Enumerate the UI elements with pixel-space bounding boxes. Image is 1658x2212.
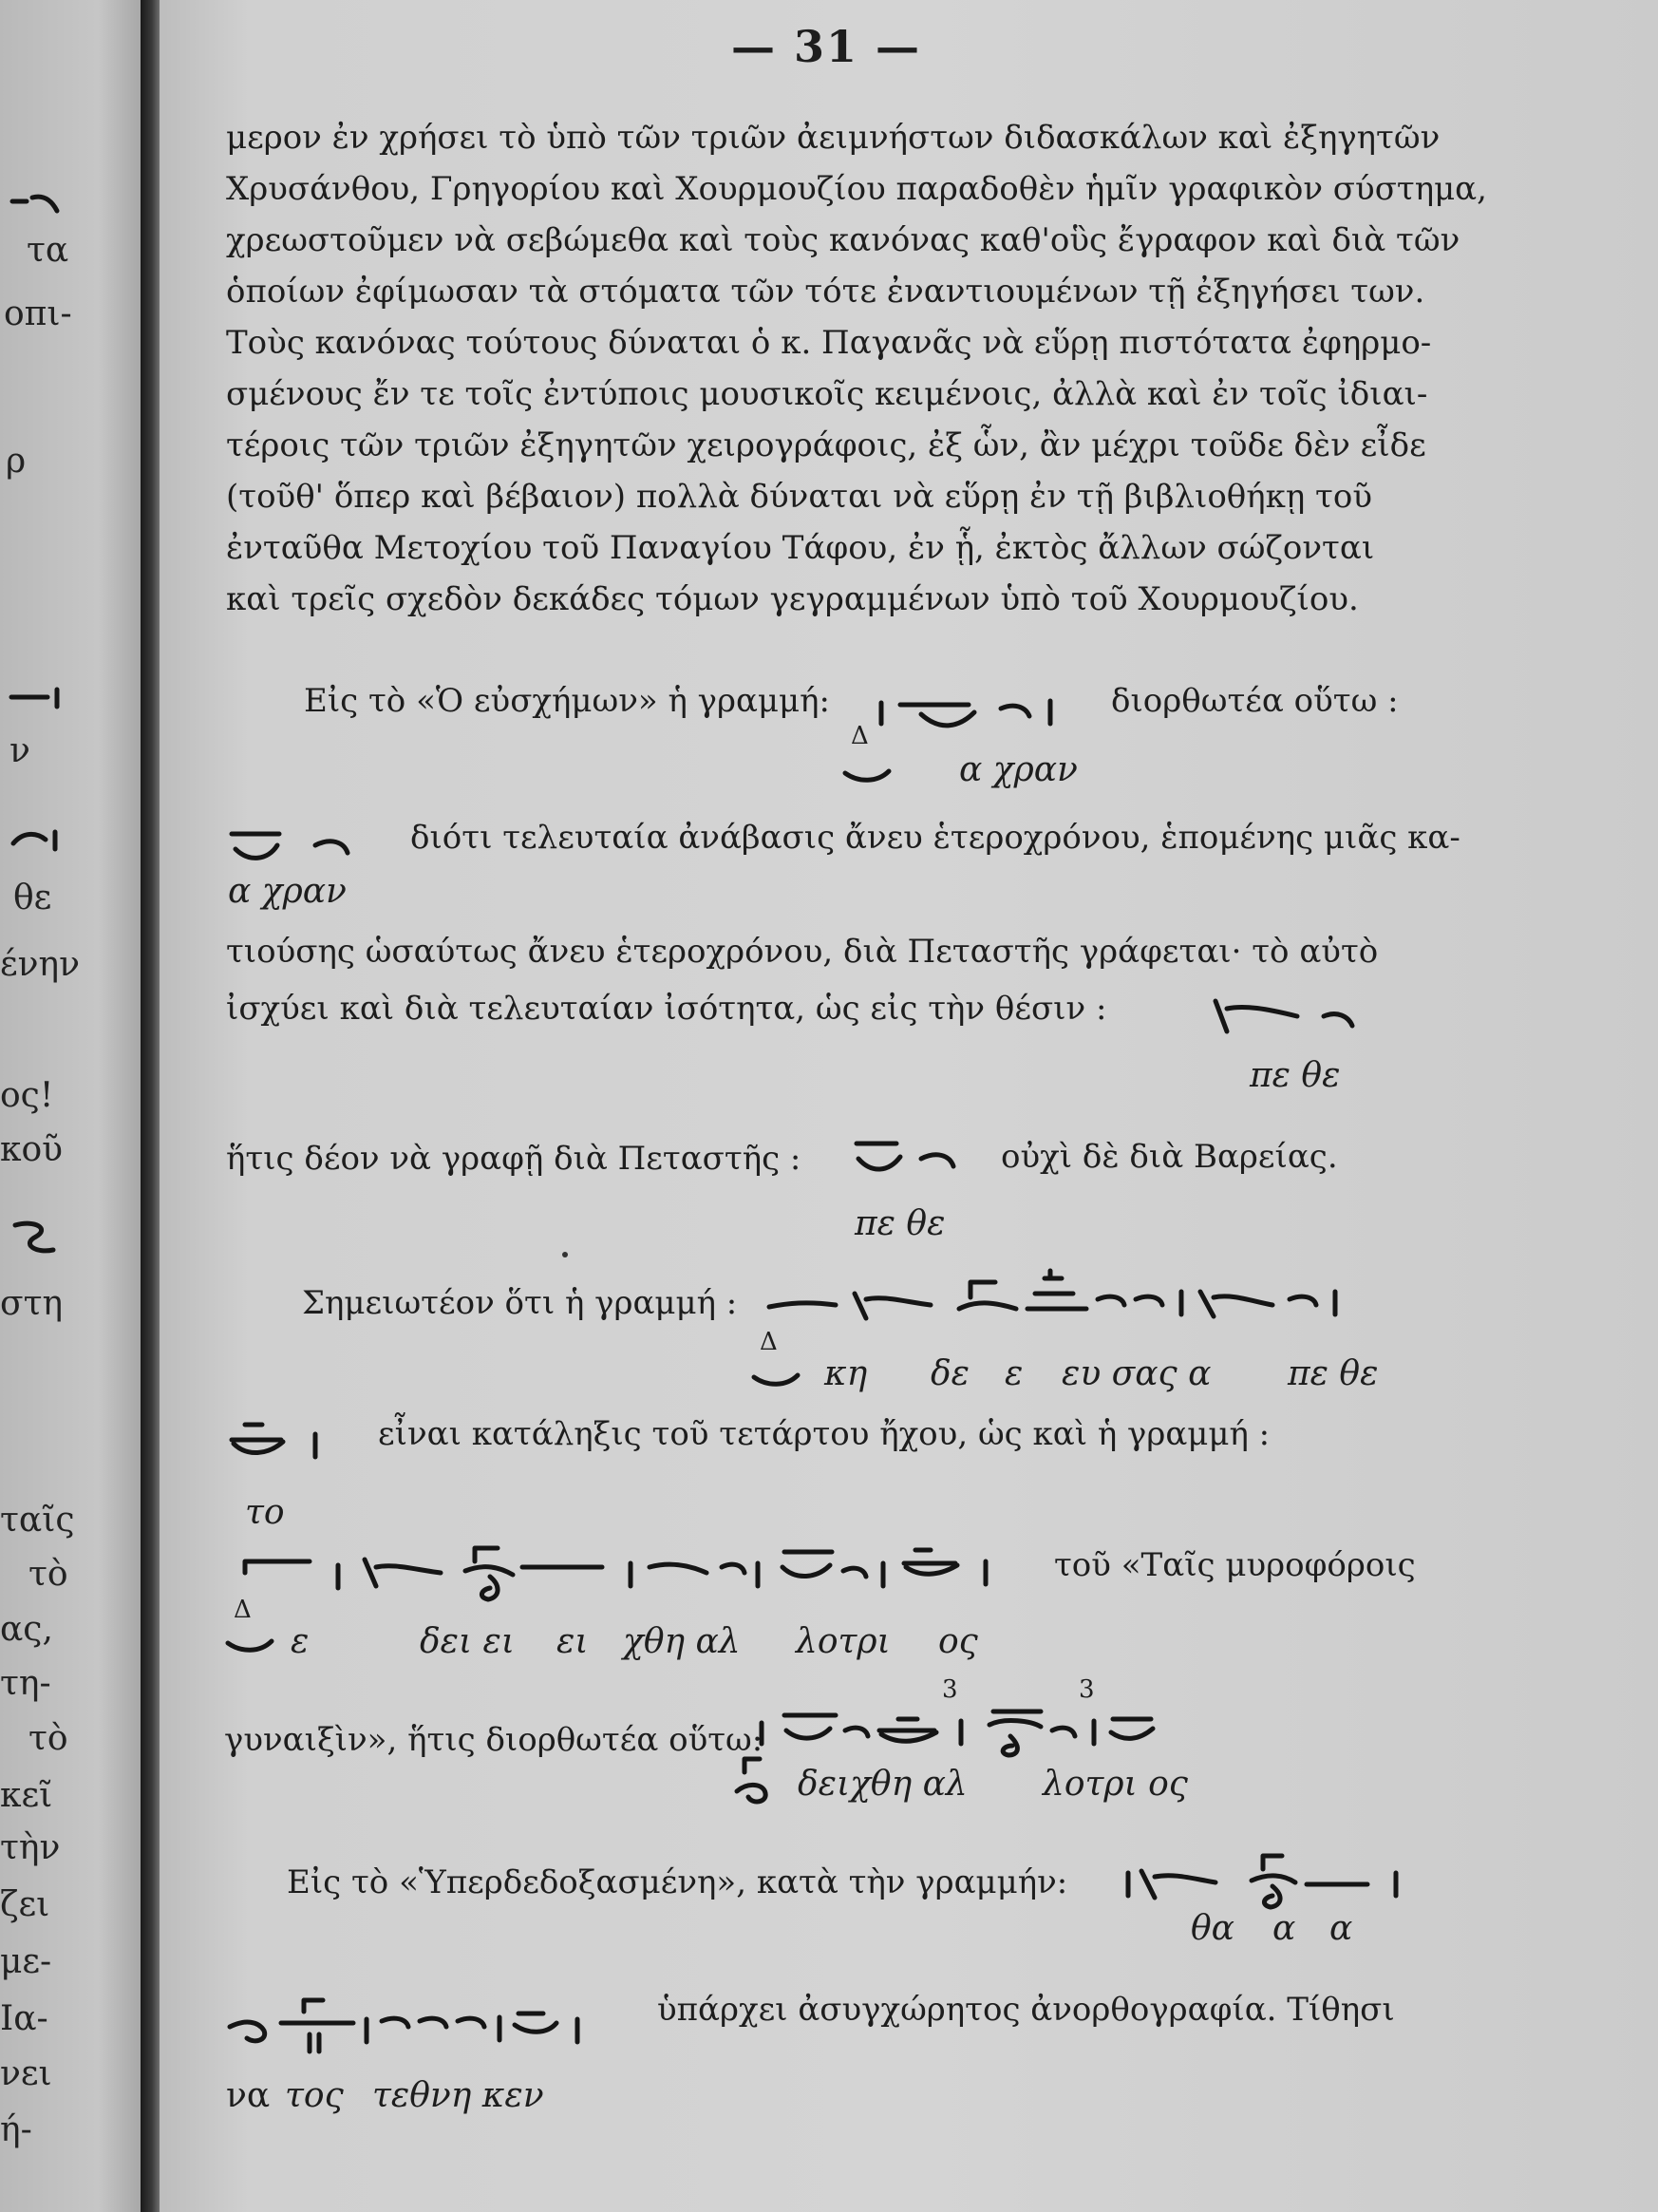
edge-fragment: ος! bbox=[0, 1076, 54, 1115]
edge-fragment: τη- bbox=[0, 1664, 51, 1703]
example4-lyric: πε θε bbox=[1288, 1354, 1379, 1393]
neume-petasti-icon bbox=[226, 821, 378, 868]
superscript-three: 3 bbox=[942, 1675, 958, 1704]
edge-fragment: τὸ bbox=[28, 1719, 68, 1758]
edge-fragment: ή- bbox=[0, 2110, 32, 2149]
example4-intro: Σημειωτέον ὅτι ἡ γραμμή : bbox=[302, 1284, 738, 1322]
neume-ison-icon bbox=[222, 1622, 279, 1660]
example7-lyric: να bbox=[226, 2076, 271, 2115]
edge-neume-icon bbox=[8, 190, 65, 218]
example4-after: τοῦ «Ταῖς μυροφόροις bbox=[1054, 1546, 1416, 1584]
neume-ison-icon bbox=[224, 1415, 338, 1463]
neume-gorgon-icon bbox=[731, 1753, 788, 1810]
example5-lyric: λοτρι ος bbox=[1043, 1765, 1188, 1804]
text-line: μερον ἐν χρήσει τὸ ὑπὸ τῶν τριῶν ἀειμνήστων διδασκάλων καὶ ἐξηγητῶν bbox=[226, 119, 1441, 157]
example4-lyric-to: το bbox=[245, 1493, 285, 1532]
edge-neume-icon bbox=[8, 826, 65, 855]
example4-lyric: ε bbox=[1005, 1354, 1024, 1393]
edge-fragment: τὴν bbox=[0, 1828, 61, 1867]
example2-lyric: α χραν bbox=[228, 872, 347, 911]
paragraph-main bbox=[226, 112, 1487, 625]
example2-lyric2: πε θε bbox=[1250, 1056, 1341, 1095]
example7-after: ὑπάρχει ἀσυγχώρητος ἀνορθογραφία. Τίθησι bbox=[657, 1991, 1395, 2029]
edge-fragment: ταῖς bbox=[0, 1501, 75, 1540]
example5-lyric: δειχθη αλ bbox=[798, 1765, 968, 1804]
example6-lyric: α bbox=[1329, 1909, 1353, 1948]
neume-line-icon bbox=[224, 1985, 604, 2070]
text-line: τέροις τῶν τριῶν ἐξηγητῶν χειρογράφοις, ἐξ ὧν, ἂν μέχρι τοῦδε δὲν εἶδε bbox=[226, 426, 1426, 464]
text-line: σμένους ἔν τε τοῖς ἐντύποις μουσικοῖς κειμένοις, ἀλλὰ καὶ ἐν τοῖς ἰδιαι- bbox=[226, 375, 1428, 413]
edge-fragment: ζει bbox=[0, 1885, 50, 1924]
edge-fragment: ν bbox=[9, 731, 30, 770]
delta-sign: Δ bbox=[760, 1328, 778, 1356]
example3-before: ἥτις δέον νὰ γραφῇ διὰ Πεταστῆς : bbox=[226, 1140, 801, 1178]
text-line: χρεωστοῦμεν νὰ σεβώμεθα καὶ τοὺς κανόνας καθ'οὓς ἔγραφον καὶ διὰ τῶν bbox=[226, 221, 1460, 259]
text-line: (τοῦθ' ὅπερ καὶ βέβαιον) πολλὰ δύναται νὰ εὕρῃ ἐν τῇ βιβλιοθήκῃ τοῦ bbox=[226, 478, 1372, 516]
book-gutter bbox=[141, 0, 160, 2212]
text-line: Τοὺς κανόνας τούτους δύναται ὁ κ. Παγανᾶς νὰ εὕρῃ πιστότατα ἐφηρμο- bbox=[226, 324, 1432, 362]
edge-fragment: ένην bbox=[0, 945, 80, 984]
example4-lyric3: χθη αλ bbox=[623, 1622, 741, 1661]
superscript-three: 3 bbox=[1079, 1675, 1095, 1704]
example1-after: διορθωτέα οὕτω : bbox=[1111, 682, 1399, 720]
edge-fragment: θε bbox=[13, 879, 52, 917]
delta-sign: Δ bbox=[234, 1596, 252, 1624]
example4-lyric3: ει bbox=[556, 1622, 589, 1661]
edge-fragment: Ια- bbox=[0, 1999, 48, 2038]
example4-lyric3: λοτρι bbox=[796, 1622, 891, 1661]
neume-ison-icon bbox=[839, 750, 896, 788]
neume-group-icon bbox=[1206, 995, 1367, 1043]
previous-page-edge bbox=[0, 0, 141, 2212]
example4-lyric: κη bbox=[824, 1354, 868, 1393]
example6-intro: Εἰς τὸ «Ὑπερδεδοξασμένη», κατὰ τὴν γραμμήν: bbox=[287, 1863, 1068, 1901]
neume-petasti-icon bbox=[851, 1130, 974, 1187]
text-line: ἐνταῦθα Μετοχίου τοῦ Παναγίου Τάφου, ἐν ᾗ, ἐκτὸς ἄλλων σώζονται bbox=[226, 529, 1375, 567]
edge-fragment: τὸ bbox=[28, 1555, 68, 1594]
edge-fragment: ας, bbox=[0, 1610, 53, 1649]
example4-lyric3: δει ει bbox=[420, 1622, 515, 1661]
example4-lyric3: ε bbox=[291, 1622, 310, 1661]
example3-after: οὐχὶ δὲ διὰ Βαρείας. bbox=[1001, 1138, 1338, 1176]
neume-group-icon bbox=[874, 686, 1092, 752]
edge-fragment: κεῖ bbox=[0, 1776, 53, 1815]
edge-fragment: ρ bbox=[6, 442, 27, 481]
example2-line2: τιούσης ὡσαύτως ἄνευ ἑτεροχρόνου, διὰ Πεταστῆς γράφεται· τὸ αὐτὸ bbox=[226, 933, 1379, 971]
text-line: καὶ τρεῖς σχεδὸν δεκάδες τόμων γεγραμμένων ὑπὸ τοῦ Χουρμουζίου. bbox=[226, 580, 1359, 618]
edge-fragment: οπι- bbox=[4, 294, 72, 333]
example2-line1: διότι τελευταία ἀνάβασις ἄνευ ἑτεροχρόνου, ἑπομένης μιᾶς κα- bbox=[410, 819, 1460, 857]
edge-fragment: νει bbox=[0, 2054, 52, 2093]
example6-lyric: α bbox=[1272, 1909, 1296, 1948]
edge-fragment: τα bbox=[27, 231, 69, 270]
example4-lyric: δε bbox=[931, 1354, 970, 1393]
example5-before: γυναιξὶν», ἥτις διορθωτέα οὕτω: bbox=[224, 1721, 763, 1759]
neume-ison-icon bbox=[748, 1356, 805, 1394]
example6-lyric: θα bbox=[1191, 1909, 1234, 1948]
page-number: — 31 — bbox=[731, 21, 922, 72]
example7-lyric: τεθνη κεν bbox=[372, 2076, 544, 2115]
example4-lyric3: ος bbox=[938, 1622, 978, 1661]
ink-dot bbox=[562, 1252, 568, 1257]
example1-lyric: α χραν bbox=[959, 750, 1078, 789]
edge-fragment: με- bbox=[0, 1942, 52, 1981]
edge-fragment: στη bbox=[0, 1284, 64, 1323]
edge-neume-icon bbox=[8, 1216, 65, 1263]
neume-line-icon bbox=[224, 1539, 1022, 1615]
delta-sign: Δ bbox=[851, 722, 869, 750]
example2-line3: ἰσχύει καὶ διὰ τελευταίαν ἰσότητα, ὡς εἰς τὴν θέσιν : bbox=[226, 990, 1107, 1028]
edge-fragment: κοῦ bbox=[0, 1130, 64, 1169]
text-line: Χρυσάνθου, Γρηγορίου καὶ Χουρμουζίου παραδοθὲν ἡμῖν γραφικὸν σύστημα, bbox=[226, 170, 1487, 208]
example7-lyric: τος bbox=[285, 2076, 344, 2115]
edge-neume-icon bbox=[8, 684, 65, 712]
neume-line-icon bbox=[760, 1263, 1424, 1339]
example1-intro: Εἰς τὸ «Ὁ εὐσχήμων» ἡ γραμμή: bbox=[304, 682, 830, 720]
example4-lyric: ευ σας α bbox=[1062, 1354, 1212, 1393]
example3-lyric: πε θε bbox=[855, 1204, 946, 1243]
example4-line2: εἶναι κατάληξις τοῦ τετάρτου ἤχου, ὡς καὶ ἡ γραμμή : bbox=[378, 1415, 1271, 1453]
text-line: ὁποίων ἐφίμωσαν τὰ στόματα τῶν τότε ἐναντιουμένων τῇ ἐξηγήσει των. bbox=[226, 273, 1425, 311]
